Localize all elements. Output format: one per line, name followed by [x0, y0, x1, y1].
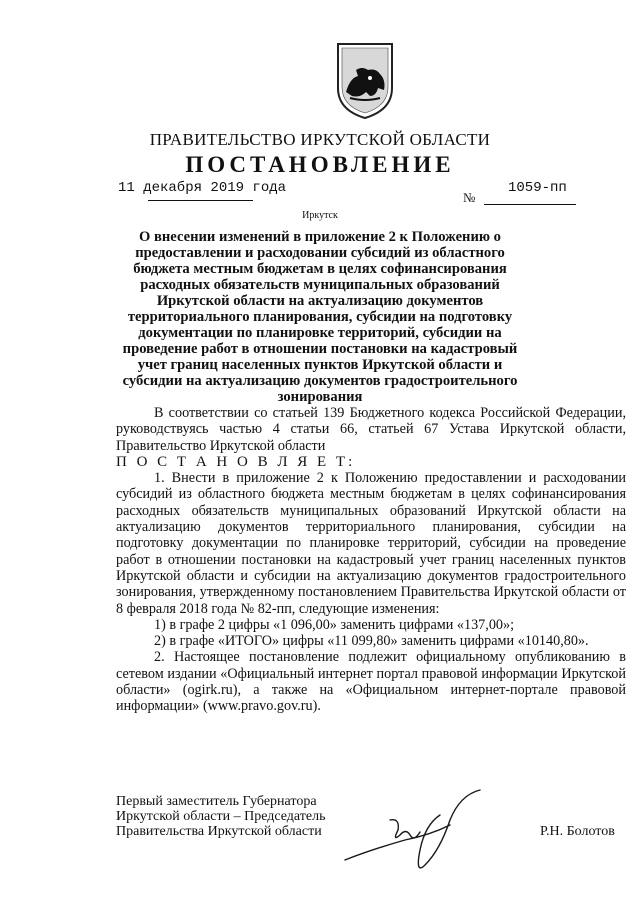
coat-of-arms-emblem	[330, 40, 400, 120]
document-body	[116, 405, 626, 715]
signatory-name: Р.Н. Болотов	[540, 824, 615, 839]
city-label: Иркутск	[302, 210, 338, 221]
handwritten-signature	[330, 780, 490, 880]
document-type: ПОСТАНОВЛЕНИЕ	[185, 152, 455, 177]
document-date: 11 декабря 2019 года	[118, 180, 287, 196]
resolves-heading: П О С Т А Н О В Л Я Е Т:	[116, 453, 356, 470]
document-number: 1059-пп	[508, 180, 567, 196]
organization-name: ПРАВИТЕЛЬСТВО ИРКУТСКОЙ ОБЛАСТИ	[149, 130, 491, 149]
number-sign: №	[463, 190, 476, 205]
signatory-line-2: Иркутской области – Председатель	[116, 809, 326, 824]
item-1-subitem-2: 2) в графе «ИТОГО» цифры «11 099,80» заменить цифрами «10140,80».	[154, 633, 589, 650]
number-underline	[484, 204, 576, 205]
signatory-line-3: Правительства Иркутской области	[116, 824, 322, 839]
preamble-paragraph: В соответствии со статьей 139 Бюджетного кодекса Российской Федерации, руководствуясь частью 4 статьи 66, статьей 67 Устава Иркутской области, Правительство Иркутской области	[116, 405, 626, 454]
date-underline	[148, 200, 253, 201]
item-2-paragraph: 2. Настоящее постановление подлежит официальному опубликованию в сетевом издании «Официальный интернет портал правовой информации Иркутской области» (ogirk.ru), а также на «Официальном интернет-портале правовой информации» (www.pravo.gov.ru).	[116, 649, 626, 715]
item-1-subitem-1: 1) в графе 2 цифры «1 096,00» заменить цифрами «137,00»;	[154, 616, 515, 633]
document-title: О внесении изменений в приложение 2 к Положению о предоставлении и расходовании субсидий из областного бюджета местным бюджетам в целях софинансирования расходных обязательств муниципальных образований Иркутской области на актуализацию документов территориального планирования, субсидии на подготовку документации по планировке территорий, субсидии на проведение работ в отношении постановки на кадастровый учет границ населенных пунктов Иркутской области и субсидии на актуализацию документов градостроительного зонирования	[122, 229, 518, 405]
item-1-paragraph: 1. Внести в приложение 2 к Положению предоставлении и расходовании субсидий из областного бюджета местным бюджетам в целях софинансирования расходных обязательств муниципальных образований Иркутской области на актуализацию документов территориального планирования, субсидии на подготовку документации по планировке территорий, субсидии на проведение работ в отношении постановки на кадастровый учет границ населенных пунктов Иркутской области и субсидии на актуализацию документов градостроительного зонирования, утвержденному постановлением Правительства Иркутской области от 8 февраля 2018 года № 82-пп, следующие изменения:	[116, 470, 626, 617]
signatory-line-1: Первый заместитель Губернатора	[116, 794, 317, 809]
